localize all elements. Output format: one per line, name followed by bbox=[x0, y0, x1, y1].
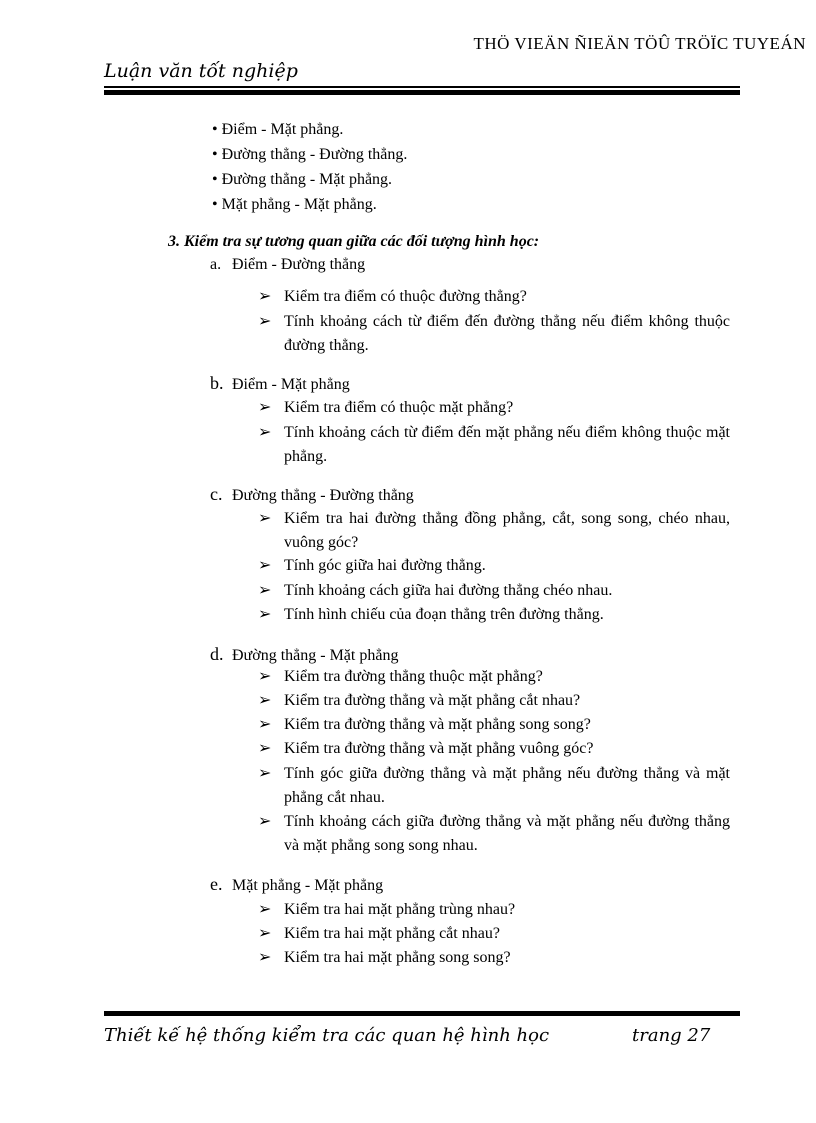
list-item-text: Tính khoảng cách giữa hai đường thẳng chéo nhau. bbox=[284, 582, 613, 599]
arrow-bullet-icon: ➢ bbox=[258, 692, 272, 709]
list-item bbox=[258, 737, 730, 761]
subsection-title: Đường thẳng - Đường thẳng bbox=[232, 487, 414, 504]
header-site-name: THÖ VIEÄN ÑIEÄN TÖÛ TRÖÏC TUYEÁN bbox=[473, 34, 806, 53]
list-item bbox=[258, 946, 730, 970]
bullet-icon: • bbox=[212, 121, 218, 138]
list-item-text: Kiểm tra điểm có thuộc đường thẳng? bbox=[284, 288, 527, 305]
arrow-bullet-icon: ➢ bbox=[258, 813, 272, 830]
list-item-text: Đường thẳng - Đường thẳng. bbox=[221, 146, 408, 163]
arrow-bullet-icon: ➢ bbox=[258, 557, 272, 574]
list-item bbox=[258, 603, 730, 627]
subsection-title: Mặt phẳng - Mặt phẳng bbox=[232, 877, 384, 894]
arrow-bullet-icon: ➢ bbox=[258, 606, 272, 623]
arrow-bullet-icon: ➢ bbox=[258, 288, 272, 305]
list-item bbox=[258, 554, 730, 578]
arrow-bullet-icon: ➢ bbox=[258, 901, 272, 918]
list-item bbox=[258, 421, 730, 469]
subsection-title: Đường thẳng - Mặt phẳng bbox=[232, 647, 399, 664]
subsection-title: Điểm - Đường thẳng bbox=[232, 256, 366, 273]
subsection-c-title bbox=[210, 482, 414, 508]
list-item bbox=[258, 396, 730, 420]
list-item-text: Tính góc giữa đường thẳng và mặt phẳng nếu đường thẳng và mặt phẳng cắt nhau. bbox=[284, 765, 730, 806]
list-item-text: Kiểm tra hai mặt phẳng cắt nhau? bbox=[284, 925, 500, 942]
arrow-bullet-icon: ➢ bbox=[258, 424, 272, 441]
subsection-letter: c. bbox=[210, 484, 223, 504]
list-item bbox=[258, 579, 730, 603]
list-item bbox=[258, 898, 730, 922]
bullet-icon: • bbox=[212, 146, 218, 163]
arrow-bullet-icon: ➢ bbox=[258, 582, 272, 599]
subsection-a-title bbox=[210, 253, 365, 277]
list-item bbox=[258, 810, 730, 858]
list-item bbox=[258, 922, 730, 946]
list-item bbox=[212, 118, 343, 142]
list-item bbox=[258, 762, 730, 810]
arrow-bullet-icon: ➢ bbox=[258, 740, 272, 757]
list-item bbox=[258, 507, 730, 555]
arrow-bullet-icon: ➢ bbox=[258, 765, 272, 782]
list-item-text: Kiểm tra hai đường thẳng đồng phẳng, cắt, song song, chéo nhau, vuông góc? bbox=[284, 510, 730, 551]
list-item-text: Kiểm tra hai mặt phẳng trùng nhau? bbox=[284, 901, 516, 918]
list-item-text: Đường thẳng - Mặt phẳng. bbox=[221, 171, 393, 188]
arrow-bullet-icon: ➢ bbox=[258, 925, 272, 942]
list-item-text: Tính góc giữa hai đường thẳng. bbox=[284, 557, 486, 574]
bullet-icon: • bbox=[212, 171, 218, 188]
list-item-text: Tính khoảng cách từ điểm đến đường thẳng nếu điểm không thuộc đường thẳng. bbox=[284, 313, 730, 354]
arrow-bullet-icon: ➢ bbox=[258, 510, 272, 527]
list-item-text: Kiểm tra đường thẳng thuộc mặt phẳng? bbox=[284, 668, 543, 685]
subsection-letter: d. bbox=[210, 644, 224, 664]
bullet-icon: • bbox=[212, 196, 218, 213]
arrow-bullet-icon: ➢ bbox=[258, 949, 272, 966]
arrow-bullet-icon: ➢ bbox=[258, 716, 272, 733]
section-heading: 3. Kiểm tra sự tương quan giữa các đối tượng hình học: bbox=[168, 233, 540, 250]
list-item bbox=[212, 168, 392, 192]
subsection-letter: b. bbox=[210, 373, 224, 393]
footer-title: Thiết kế hệ thống kiểm tra các quan hệ hình học bbox=[104, 1025, 550, 1046]
list-item-text: Tính khoảng cách giữa đường thẳng và mặt phẳng nếu đường thẳng và mặt phẳng song song nhau. bbox=[284, 813, 730, 854]
list-item-text: Kiểm tra điểm có thuộc mặt phẳng? bbox=[284, 399, 514, 416]
subsection-title: Điểm - Mặt phẳng bbox=[232, 376, 350, 393]
list-item bbox=[212, 143, 407, 167]
list-item-text: Tính hình chiếu của đoạn thẳng trên đường thẳng. bbox=[284, 606, 604, 623]
header-thesis-label: Luận văn tốt nghiệp bbox=[104, 60, 298, 82]
list-item-text: Điểm - Mặt phẳng. bbox=[221, 121, 344, 138]
subsection-e-title bbox=[210, 872, 383, 898]
list-item-text: Kiểm tra đường thẳng và mặt phẳng song song? bbox=[284, 716, 591, 733]
subsection-b-title bbox=[210, 371, 350, 397]
subsection-letter: e. bbox=[210, 874, 223, 894]
arrow-bullet-icon: ➢ bbox=[258, 313, 272, 330]
header-rule-thick bbox=[104, 90, 740, 95]
list-item bbox=[258, 285, 730, 309]
list-item-text: Mặt phẳng - Mặt phẳng. bbox=[221, 196, 377, 213]
list-item bbox=[258, 310, 730, 358]
list-item-text: Kiểm tra đường thẳng và mặt phẳng cắt nhau? bbox=[284, 692, 581, 709]
list-item-text: Tính khoảng cách từ điểm đến mặt phẳng nếu điểm không thuộc mặt phẳng. bbox=[284, 424, 730, 465]
arrow-bullet-icon: ➢ bbox=[258, 399, 272, 416]
list-item-text: Kiểm tra đường thẳng và mặt phẳng vuông góc? bbox=[284, 740, 594, 757]
list-item bbox=[258, 713, 730, 737]
subsection-letter: a. bbox=[210, 256, 222, 273]
list-item-text: Kiểm tra hai mặt phẳng song song? bbox=[284, 949, 511, 966]
header-rule bbox=[104, 86, 740, 88]
page-number: trang 27 bbox=[632, 1025, 711, 1046]
footer-rule bbox=[104, 1011, 740, 1016]
list-item bbox=[258, 665, 730, 689]
list-item bbox=[212, 193, 377, 217]
list-item bbox=[258, 689, 730, 713]
arrow-bullet-icon: ➢ bbox=[258, 668, 272, 685]
